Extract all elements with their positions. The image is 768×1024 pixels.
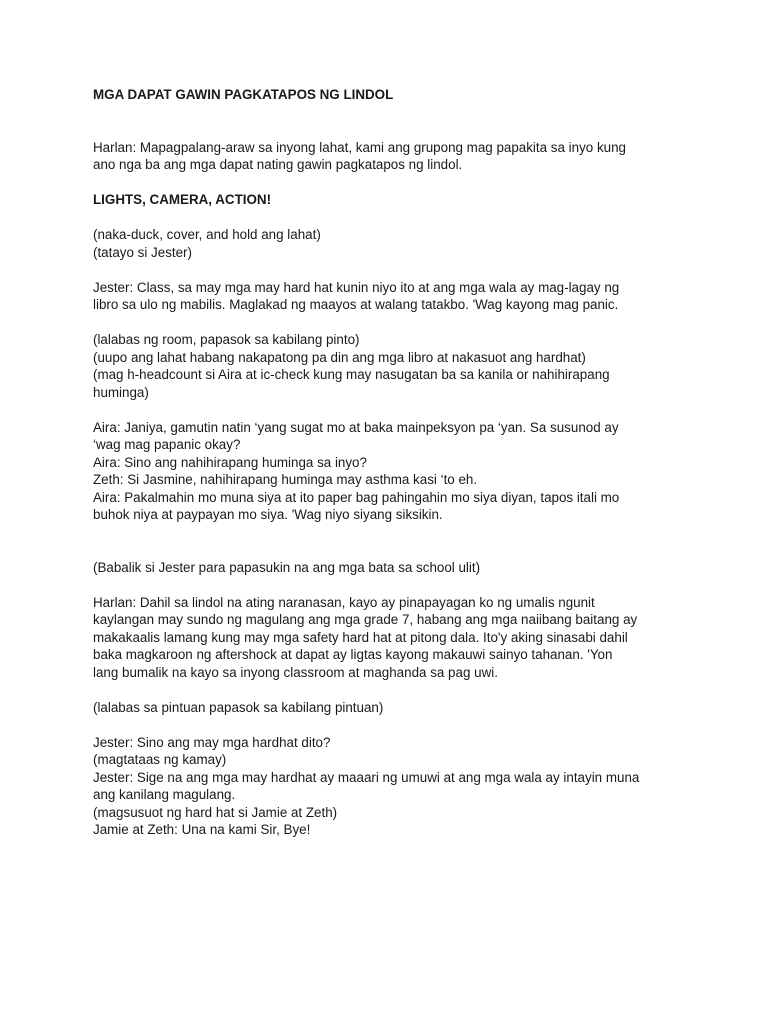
dialogue-block [93,594,683,682]
dialogue-block [93,419,683,524]
text-line: Jamie at Zeth: Una na kami Sir, Bye! [93,822,311,837]
text-line: Harlan: Dahil sa lindol na ating naranasan, kayo ay pinapayagan ko ng umalis ngunit [93,594,595,610]
text-line: Aira: Sino ang nahihirapang huminga sa inyo? [93,454,367,470]
document-title: MGA DAPAT GAWIN PAGKATAPOS NG LINDOL [93,87,394,102]
stage-direction-block [93,559,683,577]
text-line: (lalabas ng room, papasok sa kabilang pinto) [93,332,360,347]
text-line: (Babalik si Jester para papasukin na ang mga bata sa school ulit) [93,559,481,575]
text-line: ano nga ba ang mga dapat nating gawin pagkatapos ng lindol. [93,157,463,172]
text-line: (naka-duck, cover, and hold ang lahat) [93,227,321,242]
text-line: libro sa ulo ng mabilis. Maglakad ng maayos at walang tatakbo. 'Wag kayong mag panic. [93,297,619,312]
text-line: (lalabas sa pintuan papasok sa kabilang pintuan) [93,699,384,715]
intro-paragraph [93,139,683,174]
text-line: Aira: Janiya, gamutin natin ‘yang sugat mo at baka mainpeksyon pa ‘yan. Sa susunod ay [93,419,619,435]
action-heading: LIGHTS, CAMERA, ACTION! [93,192,272,207]
text-line: (magsusuot ng hard hat si Jamie at Zeth) [93,804,338,820]
text-line: Zeth: Si Jasmine, nahihirapang huminga may asthma kasi ‘to eh. [93,472,478,487]
text-line: (magtataas ng kamay) [93,752,227,767]
text-line: lang bumalik na kayo sa inyong classroom at maghanda sa pag uwi. [93,664,498,680]
stage-direction-block [93,699,683,717]
document-body [93,86,683,839]
text-line: (uupo ang lahat habang nakapatong pa din ang mga libro at nakasuot ang hardhat) [93,349,586,365]
dialogue-block [93,734,683,839]
text-line: Aira: Pakalmahin mo muna siya at ito paper bag pahingahin mo siya diyan, tapos itali mo [93,489,620,505]
text-line: (mag h-headcount si Aira at ic-check kung may nasugatan ba sa kanila or nahihirapang [93,367,610,382]
text-line: Jester: Class, sa may mga may hard hat kunin niyo ito at ang mga wala ay mag-lagay ng [93,279,620,295]
text-line: (tatayo si Jester) [93,244,192,260]
text-line: huminga) [93,384,149,400]
text-line: buhok niya at paypayan mo siya. 'Wag niyo siyang siksikin. [93,507,443,522]
text-line: kaylangan may sundo ng magulang ang mga grade 7, habang ang mga naiibang baitang ay [93,612,638,627]
text-line: makakaalis lamang kung may mga safety hard hat at pitong dala. Ito'y aking sinasabi dahil [93,629,628,645]
text-line: baka magkaroon ng aftershock at dapat ay ligtas kayong makauwi sainyo tahanan. 'Yon [93,647,613,662]
text-line: Jester: Sino ang may mga hardhat dito? [93,734,331,750]
stage-direction-block [93,226,683,261]
dialogue-block [93,279,683,314]
text-line: Jester: Sige na ang mga may hardhat ay maaari ng umuwi at ang mga wala ay intayin muna [93,769,640,785]
text-line: ang kanilang magulang. [93,787,236,802]
stage-direction-block [93,331,683,401]
text-line: ‘wag mag papanic okay? [93,437,241,452]
text-line: Harlan: Mapagpalang-araw sa inyong lahat, kami ang grupong mag papakita sa inyo kung [93,139,626,155]
